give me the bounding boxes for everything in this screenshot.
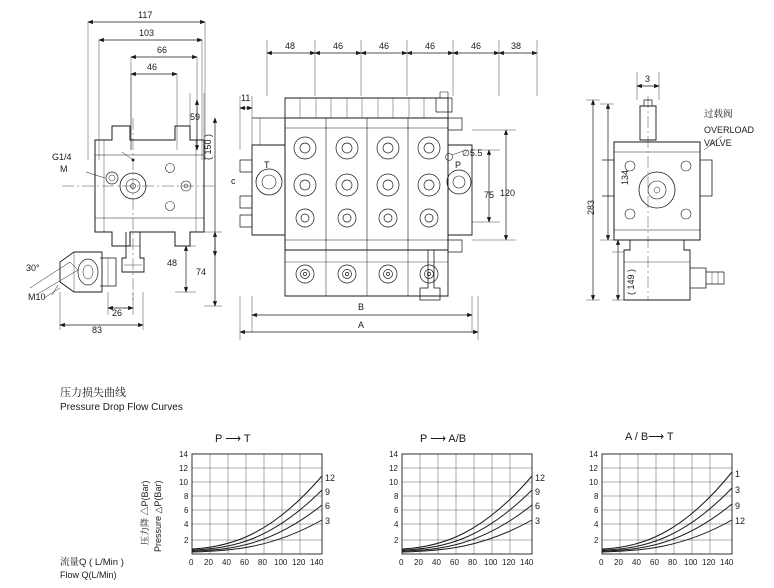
angle-label-30: 30° — [26, 263, 40, 273]
y-tick-2-p1: 2 — [184, 536, 189, 545]
x-tick-80-p3: 80 — [668, 558, 677, 567]
x-tick-40-p3: 40 — [632, 558, 641, 567]
y-tick-4-p2: 4 — [394, 520, 399, 529]
curves-heading-en: Pressure Drop Flow Curves — [60, 402, 183, 413]
dim-front-75: 75 — [484, 190, 495, 200]
x-tick-120-p2: 120 — [502, 558, 516, 567]
overload-valve-label-en-2: VALVE — [704, 138, 732, 148]
dim-left-103: 103 — [139, 28, 155, 38]
x-tick-140-p3: 140 — [720, 558, 734, 567]
x-tick-100-p3: 100 — [684, 558, 698, 567]
x-tick-0-p3: 0 — [599, 558, 604, 567]
dim-left-59: 59 — [190, 112, 201, 122]
x-tick-120-p3: 120 — [702, 558, 716, 567]
dim-left-74: 74 — [196, 267, 207, 277]
dim-left-26: 26 — [112, 308, 123, 318]
x-tick-40-p2: 40 — [432, 558, 441, 567]
x-axis-label-en: Flow Q(L/Min) — [60, 570, 117, 580]
x-tick-100-p1: 100 — [274, 558, 288, 567]
y-tick-14-p2: 14 — [389, 450, 398, 459]
y-tick-6-p3: 6 — [594, 506, 599, 515]
left-side-view — [30, 22, 222, 330]
dim-front-a: A — [358, 320, 365, 330]
y-tick-8-p1: 8 — [184, 492, 189, 501]
y-tick-4-p1: 4 — [184, 520, 189, 529]
x-tick-20-p1: 20 — [204, 558, 213, 567]
overload-valve-label-cn: 过载阀 — [704, 109, 733, 120]
x-tick-0-p2: 0 — [399, 558, 404, 567]
overload-valve-label-en-1: OVERLOAD — [704, 125, 755, 135]
dim-front-46a: 46 — [333, 41, 344, 51]
y-tick-6-p1: 6 — [184, 506, 189, 515]
x-tick-40-p1: 40 — [222, 558, 231, 567]
chart-panel-p-to-ab — [402, 454, 532, 554]
letter-c: c — [231, 176, 236, 186]
x-tick-60-p3: 60 — [650, 558, 659, 567]
x-tick-80-p1: 80 — [258, 558, 267, 567]
chart-title-p-ab: P ⟶ A/B — [420, 433, 467, 445]
x-tick-140-p2: 140 — [520, 558, 534, 567]
series-label-p1-9: 9 — [325, 487, 331, 497]
curves-heading-cn: 压力损失曲线 — [60, 387, 126, 399]
x-tick-0-p1: 0 — [189, 558, 194, 567]
y-axis-label-en: Pressure △P(Bar) — [153, 480, 163, 552]
dim-left-117: 117 — [138, 10, 153, 20]
dim-left-83: 83 — [92, 325, 103, 335]
series-label-p2-12: 12 — [535, 473, 546, 483]
y-tick-14-p1: 14 — [179, 450, 188, 459]
y-tick-12-p3: 12 — [589, 464, 598, 473]
chart-panel-p-to-t — [192, 454, 322, 554]
y-tick-8-p3: 8 — [594, 492, 599, 501]
x-tick-20-p2: 20 — [414, 558, 423, 567]
x-tick-60-p2: 60 — [450, 558, 459, 567]
y-tick-14-p3: 14 — [589, 450, 598, 459]
y-tick-10-p1: 10 — [179, 478, 188, 487]
pressure-drop-charts — [192, 454, 732, 554]
dim-left-150: ( 150 ) — [203, 133, 213, 160]
dim-right-134: 134 — [620, 169, 630, 185]
series-label-p3-9: 9 — [735, 501, 741, 511]
port-p-label: P — [455, 160, 462, 170]
y-tick-8-p2: 8 — [394, 492, 399, 501]
dim-front-11: 11 — [241, 93, 251, 103]
port-t-label: T — [264, 160, 270, 170]
dim-front-46d: 46 — [471, 41, 482, 51]
y-tick-2-p2: 2 — [394, 536, 399, 545]
series-label-p1-3: 3 — [325, 516, 331, 526]
dim-front-48: 48 — [285, 41, 296, 51]
chart-title-ab-t: A / B⟶ T — [625, 431, 674, 443]
dim-front-46b: 46 — [379, 41, 390, 51]
x-tick-120-p1: 120 — [292, 558, 306, 567]
dim-front-46c: 46 — [425, 41, 436, 51]
x-tick-20-p3: 20 — [614, 558, 623, 567]
y-axis-label-cn: 压力降 △P(Bar) — [140, 480, 150, 545]
x-tick-80-p2: 80 — [468, 558, 477, 567]
x-tick-140-p1: 140 — [310, 558, 324, 567]
dim-left-48: 48 — [167, 258, 178, 268]
series-label-p2-6: 6 — [535, 501, 541, 511]
x-tick-60-p1: 60 — [240, 558, 249, 567]
series-label-p3-1: 1 — [735, 469, 741, 479]
hole-note-55: ∅5.5 — [462, 148, 483, 158]
series-label-p3-3: 3 — [735, 485, 741, 495]
dim-left-46: 46 — [147, 62, 158, 72]
y-tick-6-p2: 6 — [394, 506, 399, 515]
x-tick-100-p2: 100 — [484, 558, 498, 567]
series-label-p1-12: 12 — [325, 473, 336, 483]
y-tick-4-p3: 4 — [594, 520, 599, 529]
chart-panel-ab-to-t — [602, 454, 732, 554]
right-overload-valve-view — [586, 72, 724, 300]
y-tick-12-p1: 12 — [179, 464, 188, 473]
thread-label-m10: M10 — [28, 292, 46, 302]
series-label-p2-3: 3 — [535, 516, 541, 526]
y-tick-2-p3: 2 — [594, 536, 599, 545]
series-label-p2-9: 9 — [535, 487, 541, 497]
y-tick-10-p3: 10 — [589, 478, 598, 487]
port-label-m: M — [60, 164, 68, 174]
dim-left-66: 66 — [157, 45, 168, 55]
port-label-g14: G1/4 — [52, 152, 72, 162]
dim-right-3: 3 — [645, 74, 651, 84]
y-tick-12-p2: 12 — [389, 464, 398, 473]
dim-front-120: 120 — [500, 188, 516, 198]
series-label-p3-12: 12 — [735, 516, 746, 526]
x-axis-label-cn: 流量Q ( L/Min ) — [60, 557, 124, 568]
dim-right-149: ( 149 ) — [626, 268, 636, 295]
series-label-p1-6: 6 — [325, 501, 331, 511]
chart-title-p-t: P ⟶ T — [215, 433, 251, 445]
dim-front-b: B — [358, 302, 365, 312]
y-tick-10-p2: 10 — [389, 478, 398, 487]
dim-right-283: 283 — [586, 199, 596, 215]
dim-front-38: 38 — [511, 41, 522, 51]
